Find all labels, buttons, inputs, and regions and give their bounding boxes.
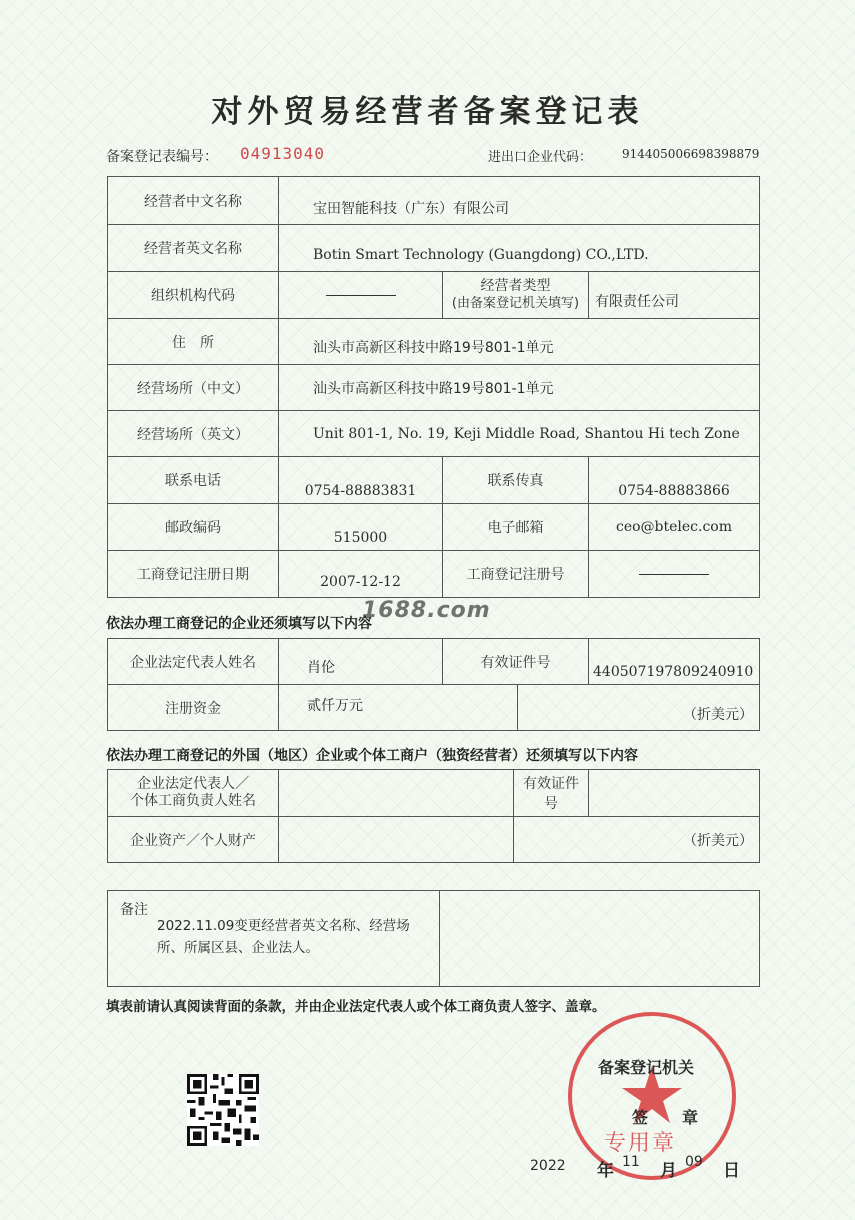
- row-capital: [108, 685, 760, 731]
- empty-dash: [326, 295, 396, 296]
- date-day: 09: [685, 1154, 703, 1170]
- foreign-rep-label: [108, 770, 279, 817]
- legal-rep-value: 肖伦: [279, 639, 443, 685]
- date-month: 11: [622, 1154, 640, 1170]
- place-en-label: 经营场所（英文）: [108, 411, 279, 457]
- row-postcode: [108, 504, 760, 551]
- address-value: 汕头市高新区科技中路19号801-1单元: [279, 319, 760, 365]
- place-cn-value: 汕头市高新区科技中路19号801-1单元: [279, 365, 760, 411]
- fax-label: 联系传真: [443, 457, 589, 504]
- foreign-id-label: 有效证件号: [514, 770, 589, 817]
- email-value: ceo@btelec.com: [589, 504, 760, 551]
- qr-code-icon: [187, 1074, 259, 1146]
- row-place-en: [108, 411, 760, 457]
- row-reg-date: [108, 551, 760, 598]
- document-title: 对外贸易经营者备案登记表: [211, 94, 644, 130]
- legal-rep-label: 企业法定代表人姓名: [108, 639, 279, 685]
- operator-type-label-1: 经营者类型: [480, 278, 551, 294]
- date-year-label: 年: [597, 1161, 614, 1181]
- row-remarks: [108, 891, 760, 987]
- row-assets: [108, 817, 760, 863]
- assets-label: 企业资产／个人财产: [108, 817, 279, 863]
- cn-name-value: 宝田智能科技（广东）有限公司: [279, 177, 760, 225]
- row-phone: [108, 457, 760, 504]
- section2-table: [107, 769, 760, 863]
- phone-value: 0754-88883831: [279, 457, 443, 504]
- postcode-label: 邮政编码: [108, 504, 279, 551]
- phone-label: 联系电话: [108, 457, 279, 504]
- en-name-label: 经营者英文名称: [108, 225, 279, 272]
- foreign-rep-value: [279, 770, 514, 817]
- date-day-label: 日: [723, 1161, 740, 1181]
- address-label: 住 所: [108, 319, 279, 365]
- place-cn-label: 经营场所（中文）: [108, 365, 279, 411]
- remarks-table: [107, 890, 760, 987]
- row-org-code: [108, 272, 760, 319]
- org-code-value: [279, 272, 443, 319]
- sign-label: 签章: [632, 1108, 733, 1127]
- org-label: 备案登记机关: [598, 1058, 695, 1077]
- section1-table: [107, 638, 760, 731]
- remarks-empty: [440, 891, 760, 987]
- watermark-1688: 1688.com: [362, 598, 491, 623]
- reg-number-value: [589, 551, 760, 598]
- cn-name-label: 经营者中文名称: [108, 177, 279, 225]
- enterprise-code-value: 914405006698398879: [622, 147, 760, 161]
- reg-date-label: 工商登记注册日期: [108, 551, 279, 598]
- id-label: 有效证件号: [443, 639, 589, 685]
- row-legal-rep: [108, 639, 760, 685]
- footnote: 填表前请认真阅读背面的条款，并由企业法定代表人或个体工商负责人签字、盖章。: [106, 999, 606, 1015]
- email-label: 电子邮箱: [443, 504, 589, 551]
- operator-type-label-2: (由备案登记机关填写): [451, 296, 580, 311]
- date-month-label: 月: [660, 1161, 677, 1181]
- operator-type-value: 有限责任公司: [589, 272, 760, 319]
- postcode-value: 515000: [279, 504, 443, 551]
- main-info-table: [107, 176, 760, 598]
- row-en-name: [108, 225, 760, 272]
- remarks-text: 2022.11.09变更经营者英文名称、经营场所、所属区县、企业法人。: [157, 918, 410, 956]
- foreign-id-value: [589, 770, 760, 817]
- empty-dash: [639, 574, 709, 575]
- row-foreign-rep: [108, 770, 760, 817]
- remarks-label: 备注: [120, 902, 148, 918]
- fax-value: 0754-88883866: [589, 457, 760, 504]
- seal-text: 专用章: [604, 1131, 677, 1156]
- row-place-cn: [108, 365, 760, 411]
- capital-usd-label: （折美元）: [518, 685, 760, 731]
- foreign-rep-label-1: 企业法定代表人／: [137, 776, 249, 792]
- en-name-value: Botin Smart Technology (Guangdong) CO.,LTD.: [279, 225, 760, 272]
- remarks-cell: [108, 891, 440, 987]
- row-cn-name: [108, 177, 760, 225]
- section1-title: 依法办理工商登记的企业还须填写以下内容: [106, 616, 372, 632]
- row-address: [108, 319, 760, 365]
- org-code-label: 组织机构代码: [108, 272, 279, 319]
- enterprise-code-label: 进出口企业代码：: [488, 150, 593, 165]
- capital-value: 贰仟万元: [279, 685, 518, 731]
- reg-no-value: 04913040: [240, 144, 326, 163]
- date-year: 2022: [530, 1158, 566, 1174]
- section2-title: 依法办理工商登记的外国（地区）企业或个体工商户（独资经营者）还须填写以下内容: [106, 748, 638, 764]
- reg-date-value: 2007-12-12: [279, 551, 443, 598]
- foreign-rep-label-2: 个体工商负责人姓名: [130, 793, 256, 809]
- operator-type-label: [443, 272, 589, 319]
- assets-value: [279, 817, 514, 863]
- place-en-value: Unit 801-1, No. 19, Keji Middle Road, Shantou Hi tech Zone: [279, 411, 760, 457]
- reg-number-label: 工商登记注册号: [443, 551, 589, 598]
- reg-no-label: 备案登记表编号：: [106, 149, 218, 165]
- capital-label: 注册资金: [108, 685, 279, 731]
- official-seal-icon: [564, 1008, 740, 1184]
- assets-usd-label: （折美元）: [514, 817, 760, 863]
- id-value: 440507197809240910: [589, 639, 760, 685]
